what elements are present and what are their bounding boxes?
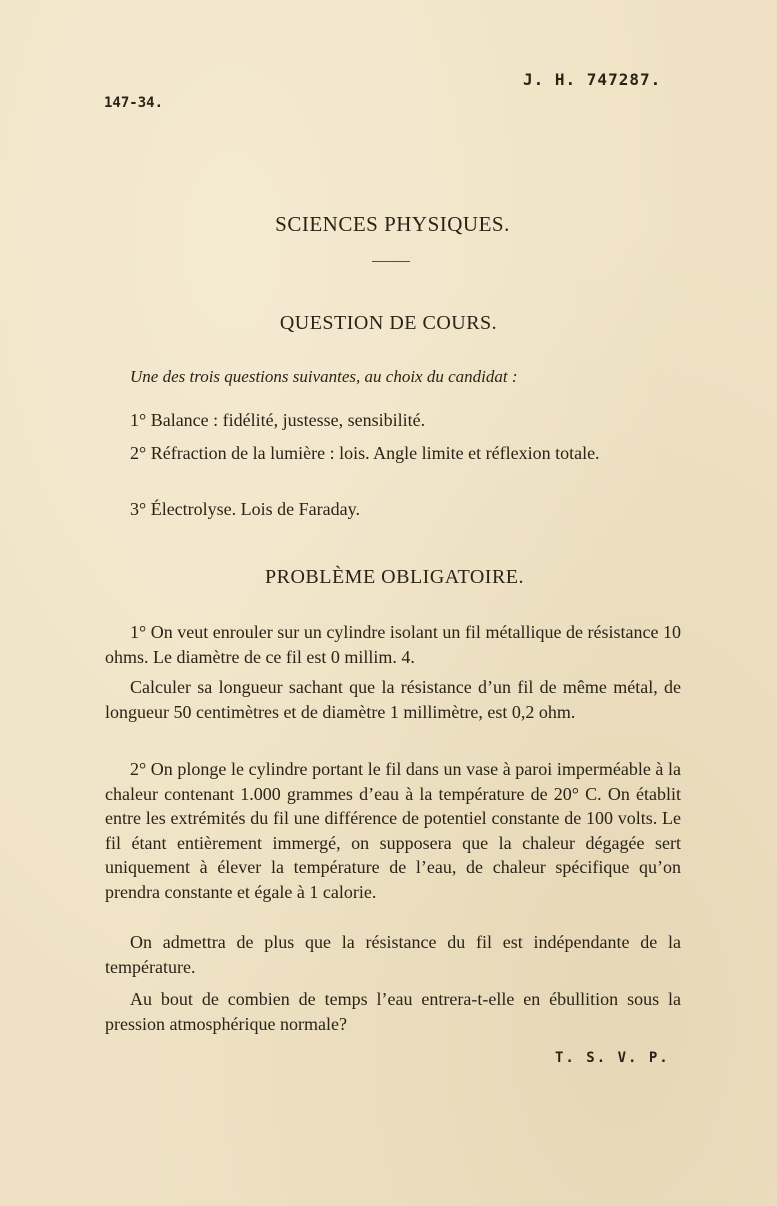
subject-code: 147-34. [104, 95, 164, 111]
question-item-1: 1° Balance : fidélité, justesse, sensibilité. [130, 410, 426, 430]
question-item-3: 3° Électrolyse. Lois de Faraday. [130, 499, 360, 519]
turn-page-note: T. S. V. P. [555, 1050, 670, 1066]
title-divider [372, 261, 410, 262]
problem-paragraph-2: Calculer sa longueur sachant que la résistance d’un fil de même métal, de longueur 50 centimètres et de diamètre 1 millimètre, est 0,2 ohm. [105, 677, 681, 722]
problem-paragraph-1: 1° On veut enrouler sur un cylindre isolant un fil métallique de résistance 10 ohms. Le diamètre de ce fil est 0 millim. 4. [105, 622, 681, 667]
problem-paragraph-5: Au bout de combien de temps l’eau entrera-t-elle en ébullition sous la pression atmosphérique normale? [105, 989, 681, 1034]
problem-paragraph-3: 2° On plonge le cylindre portant le fil dans un vase à paroi imperméable à la chaleur contenant 1.000 grammes d’eau à la température de 20° C. On établit entre les extrémités du fil une différence de potentiel constante de 100 volts. Le fil étant entièrement immergé, on supposera que la chaleur dégagée sert uniquement à élever la température de l’eau, de chaleur spécifique qu’on prendra constante et égale à 1 calorie. [105, 759, 681, 902]
question-heading: QUESTION DE COURS. [279, 312, 498, 334]
problem-heading: PROBLÈME OBLIGATOIRE. [264, 566, 525, 588]
page-title: SCIENCES PHYSIQUES. [275, 212, 510, 236]
question-intro: Une des trois questions suivantes, au choix du candidat : [130, 367, 518, 386]
question-item-2: 2° Réfraction de la lumière : lois. Angle limite et réflexion totale. [130, 443, 600, 463]
reference-number: J. H. 747287. [523, 70, 662, 89]
problem-paragraph-4: On admettra de plus que la résistance du fil est indépendante de la température. [105, 932, 681, 977]
